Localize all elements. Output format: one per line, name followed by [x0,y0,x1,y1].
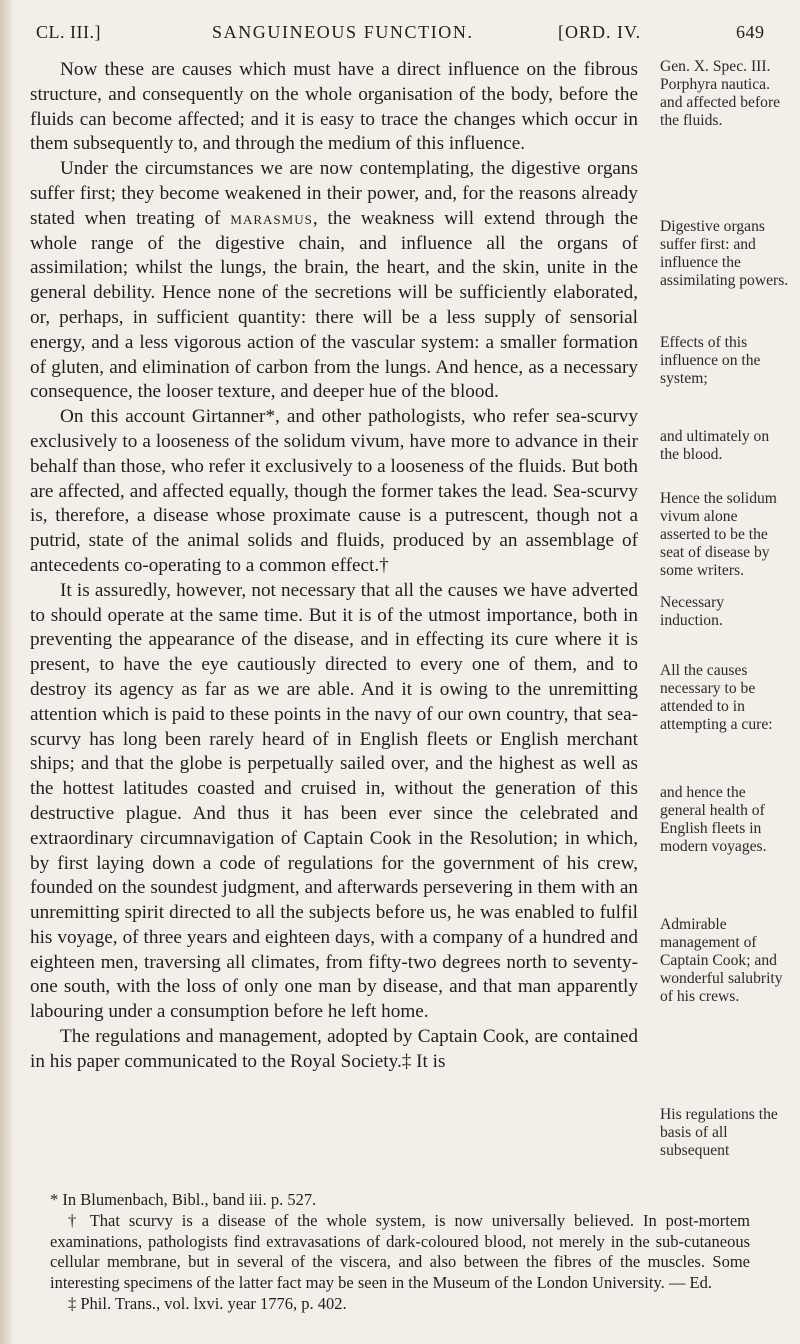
sidenote-digestive: Digestive organs suffer first: and influence the assimilating powers. [660,218,789,289]
page-number: 649 [736,22,765,42]
sidenote-solidum: Hence the solidum vivum alone asserted to be the seat of disease by some writers. [660,490,777,579]
sidenote-induction: Necessary induction. [660,594,725,629]
paragraph-4: It is assuredly, however, not necessary that all the causes we have adverted to should operate at the same time. But it is of the utmost importance, both in preventing the appearance of the disease, and in effecting its cure where it is present, to have the eye cautiously directed to every one of them, and to destroy its agency as far as we are able. And it is owing to the unremitting attention which is paid to these points in the navy of our own country, that sea-scurvy has long been rarely heard of in English fleets or English merchant ships; and that the globe is perpetually sailed over, and the highest as well as the hottest latitudes coasted and cruised in, without the generation of this destructive plague. And thus it has been ever since the celebrated and extraordinary circumnavigation of Captain Cook in the Resolution; in which, by first laying down a code of regulations for the government of his crew, founded on the soundest judgment, and afterwards persevering in them with an unremitting spirit directed to all the subjects before us, he was enabled to fulfil his voyage, of three years and eighteen days, with a company of a hundred and eighteen men, traversing all climates, from fifty-two degrees north to seventy-one south, with the loss of only one man by disease, and that man apparently labouring under a consumption before he left home. [30,579,638,1023]
sidenote-regulations: His regulations the basis of all subsequent [660,1106,778,1159]
header-order: [ORD. IV. [558,22,642,42]
sidenote-causes: All the causes necessary to be attended to in attempting a cure: [660,662,773,733]
paragraph-3: On this account Girtanner*, and other pathologists, who refer sea-scurvy exclusively to a looseness of the solidum vivum, have more to advance in their behalf than those, who refer it exclusively to a looseness of the fluids. But both are affected, and affected equally, though the former takes the lead. Sea-scurvy is, therefore, a disease whose proximate cause is a putrescent, though not a putrid, state of the animal solids and fluids, produced by an assemblage of antecedents co-operating to a common effect.† [30,406,638,576]
paragraph-2-end: , the weakness will extend through the whole range of the digestive chain, and influence all the organs of assimilation; whilst the lungs, the brain, the heart, and the skin, unite in the general debility. Hence none of the secretions will be sufficiently elaborated, or, perhaps, in sufficient quantity: there will be a less supply of sensorial energy, and a less vigorous action of the vascular system: a smaller formation of gluten, and elimination of carbon from the lungs. And hence, as a necessary consequence, the looser texture, and deeper hue of the blood. [30,207,639,403]
paragraph-5: The regulations and management, adopted by Captain Cook, are contained in his paper communicated to the Royal Society.‡ It is [30,1026,638,1072]
sidenote-cook: Admirable management of Captain Cook; and wonderful salubrity of his crews. [660,916,783,1005]
sidenote-genus: Gen. X. Spec. III. Porphyra nautica. and affected before the fluids. [660,58,781,129]
header-title: SANGUINEOUS FUNCTION. [212,22,474,42]
page-edge-shadow [0,0,14,1344]
sidenote-fleets: and hence the general health of English fleets in modern voyages. [660,784,767,855]
sidenote-effects: Effects of this influence on the system; [660,334,761,387]
footnote-1: * In Blumenbach, Bibl., band iii. p. 527. [50,1190,317,1209]
sidenote-blood: and ultimately on the blood. [660,428,770,463]
paragraph-2 [30,157,638,405]
paragraph-2-start: Under the circumstances we are now contemplating, the digestive organs suffer first; they become weakened in their power, and, for the reasons already stated when treating of [30,158,638,229]
paragraph-1: Now these are causes which must have a direct influence on the fibrous structure, and consequently on the whole organisation of the body, before the fluids can become affected; and it is easy to trace the changes which occur in them subsequently to, and through the medium of this influence. [30,59,638,155]
header-chapter: CL. III.] [36,22,101,42]
running-header [36,22,776,48]
footnote-3: ‡ Phil. Trans., vol. lxvi. year 1776, p. 402. [68,1293,347,1313]
footnotes [50,1190,750,1315]
footnote-2: † That scurvy is a disease of the whole system, is now universally believed. In post-mortem examinations, pathologists find extravasations of dark-coloured blood, not merely in the sub-cutaneous cellular membrane, but in several of the viscera, and also between the fibres of the muscles. Some interesting specimens of the latter fact may be seen in the Museum of the London University. — Ed. [50,1210,750,1293]
marasmus-term: marasmus [230,207,313,229]
main-text [30,58,638,1075]
